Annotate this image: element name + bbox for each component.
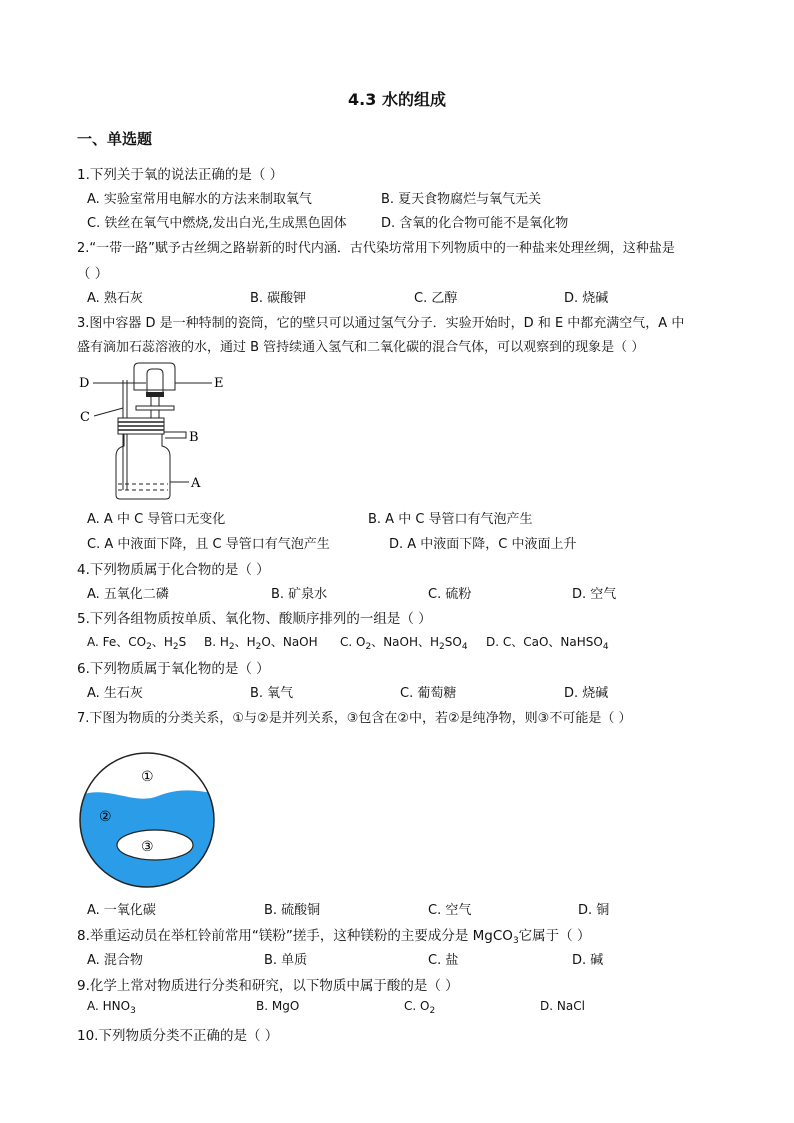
question-9-stem: 9.化学上常对物质进行分类和研究，以下物质中属于酸的是（ ）: [77, 978, 459, 994]
q1-option-a: A. 实验室常用电解水的方法来制取氧气: [87, 192, 312, 207]
section-heading: 一、单选题: [77, 130, 153, 148]
q9-option-c: C. $O_2$: [404, 999, 436, 1016]
q7-option-b: B. 硫酸铜: [264, 903, 321, 918]
q5-option-d: D. C、CaO、NaHSO$_4$: [486, 635, 609, 652]
label-d: D: [79, 376, 90, 391]
q9-option-d: D. NaCl: [540, 999, 585, 1013]
classification-figure: [78, 752, 218, 892]
question-6-stem: 6.下列物质属于氧化物的是（ ）: [77, 661, 270, 677]
label-circle-two: ②: [99, 809, 112, 825]
q1-option-d: D. 含氧的化合物可能不是氧化物: [381, 216, 569, 231]
question-4-stem: 4.下列物质属于化合物的是（ ）: [77, 562, 270, 578]
question-3-stem-line1: 3.图中容器 D 是一种特制的瓷筒，它的壁只可以通过氢气分子．实验开始时，D 和 E 中都充满空气，A 中: [77, 316, 685, 331]
question-2-stem-line1: 2.“一带一路”赋予古丝绸之路崭新的时代内涵．古代染坊常用下列物质中的一种盐来处理丝绸，这种盐是: [77, 241, 675, 256]
q7-option-d: D. 铜: [578, 903, 610, 918]
label-e: E: [214, 376, 224, 391]
q2-option-d: D. 烧碱: [564, 291, 609, 306]
q2-option-a: A. 熟石灰: [87, 291, 143, 306]
q4-option-a: A. 五氧化二磷: [87, 587, 169, 602]
label-circle-one: ①: [141, 769, 154, 785]
q1-option-b: B. 夏天食物腐烂与氧气无关: [381, 192, 542, 207]
q4-option-b: B. 矿泉水: [271, 587, 328, 602]
q6-option-d: D. 烧碱: [564, 686, 609, 701]
q5-option-c: C. $O_2$、NaOH、$H_2SO_4$: [340, 635, 468, 652]
q3-option-a: A. A 中 C 导管口无变化: [87, 512, 226, 527]
q6-option-b: B. 氧气: [250, 686, 294, 701]
q4-option-d: D. 空气: [572, 587, 617, 602]
q7-option-a: A. 一氧化碳: [87, 903, 156, 918]
label-b: B: [189, 430, 199, 445]
label-a: A: [191, 476, 201, 491]
q3-option-b: B. A 中 C 导管口有气泡产生: [368, 512, 533, 527]
q7-option-c: C. 空气: [428, 903, 472, 918]
question-1-stem: 1.下列关于氧的说法正确的是（ ）: [77, 167, 284, 183]
question-5-stem: 5.下列各组物质按单质、氧化物、酸顺序排列的一组是（ ）: [77, 611, 432, 627]
q8-option-a: A. 混合物: [87, 953, 143, 968]
q1-option-c: C. 铁丝在氧气中燃烧,发出白光,生成黑色固体: [87, 216, 347, 231]
q2-option-c: C. 乙醇: [414, 291, 458, 306]
q3-option-c: C. A 中液面下降，且 C 导管口有气泡产生: [87, 537, 330, 552]
question-3-stem-line2: 盛有滴加石蕊溶液的水，通过 B 管持续通入氢气和二氧化碳的混合气体，可以观察到的现象是（ ）: [77, 340, 645, 355]
apparatus-figure: [74, 360, 234, 505]
q8-option-d: D. 碱: [572, 953, 604, 968]
q6-option-c: C. 葡萄糖: [400, 686, 457, 701]
label-circle-three: ③: [141, 839, 154, 855]
q8-option-c: C. 盐: [428, 953, 459, 968]
q5-option-b: B. $H_2$、$H_2O$、NaOH: [204, 635, 318, 652]
page-title: 4.3 水的组成: [348, 90, 446, 109]
question-8-stem: 8.举重运动员在举杠铃前常用“镁粉”搓手，这种镁粉的主要成分是 MgCO$_3$它属于（ ）: [77, 928, 591, 946]
q6-option-a: A. 生石灰: [87, 686, 143, 701]
q9-option-a: A. $HNO_3$: [87, 999, 136, 1016]
question-2-stem-line2: （ ）: [77, 266, 109, 282]
q4-option-c: C. 硫粉: [428, 587, 472, 602]
question-7-stem: 7.下图为物质的分类关系，①与②是并列关系，③包含在②中，若②是纯净物，则③不可能是（ ）: [77, 711, 632, 726]
question-10-stem: 10.下列物质分类不正确的是（ ）: [77, 1028, 279, 1044]
q9-option-b: B. MgO: [256, 999, 300, 1013]
q3-option-d: D. A 中液面下降，C 中液面上升: [389, 537, 577, 552]
label-c: C: [80, 410, 90, 425]
q8-option-b: B. 单质: [264, 953, 308, 968]
q5-option-a: A. Fe、$CO_2$、$H_2S$: [87, 635, 187, 652]
q2-option-b: B. 碳酸钾: [250, 291, 307, 306]
